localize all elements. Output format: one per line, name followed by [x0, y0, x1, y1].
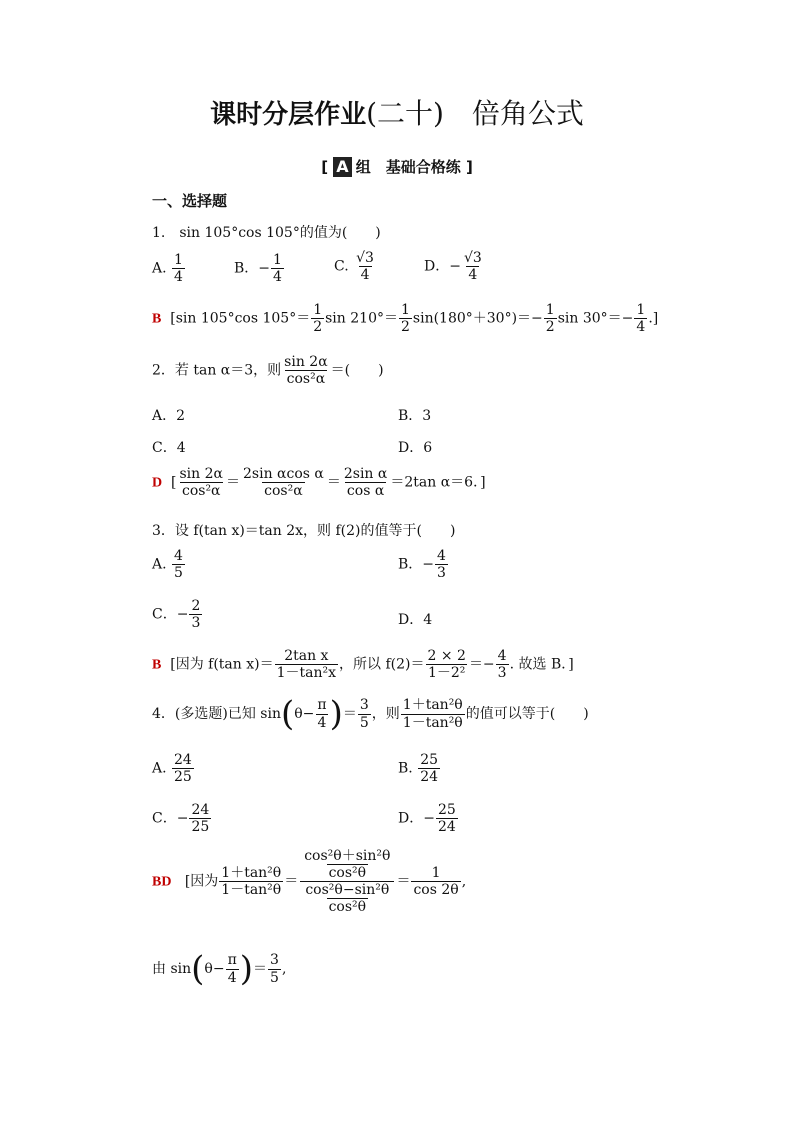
q1-solution: B [sin 105°cos 105°＝ $\frac{1}{2}$ sin 210°＝ $\frac{1}{2}$ sin(180°＋30°)＝− $\frac{1}{2}$ sin 30°＝− $\frac{1}{4}$ .]	[152, 302, 659, 336]
q3-option-d: D．4	[398, 612, 433, 628]
q2-option-b: B．3	[398, 408, 432, 424]
q4-option-c: C．− $\frac{24}{25}$	[152, 802, 210, 836]
q2-option-a: A．2	[152, 408, 186, 424]
q4-answer: BD	[152, 874, 172, 890]
q4-option-a: A. $\frac{24}{25}$	[152, 752, 192, 786]
q2-option-d: D．6	[398, 440, 433, 456]
q1-stem: 1. sin 105°cos 105°的值为( )	[152, 225, 381, 241]
q2-stem: 2．若 tan α＝3，则 $\frac{\sin 2\alpha}{\text{cos²α}}$ ＝( )	[152, 354, 384, 388]
q4-option-b: B. $\frac{25}{24}$	[398, 752, 439, 786]
q3-option-c: C．− $\frac{2}{3}$	[152, 598, 201, 632]
q1-option-a: A. $\frac{1}{4}$	[152, 252, 183, 286]
q3-solution: B [因为 f(tan x)＝ $\frac{\text{2tan x}}{\text{1－tan²x}}$ ，所以 f(2)＝ $\frac{2 \times 2}{\text{1－2²}}$ ＝− $\frac{4}{3}$ . 故选 B．]	[152, 648, 574, 682]
q2-answer: D	[152, 475, 163, 491]
q1-option-c: C. $\frac{√3}{4}$	[334, 250, 374, 284]
q1-option-b: B．− $\frac{1}{4}$	[234, 252, 282, 286]
q3-answer: B	[152, 657, 162, 673]
q1-option-d: D．− $\frac{√3}{4}$	[424, 250, 482, 284]
group-label: 组 基础合格练	[355, 158, 461, 176]
q2-option-c: C．4	[152, 440, 186, 456]
q4-option-d: D．− $\frac{25}{24}$	[398, 802, 456, 836]
q4-solution-continued: 由 sin(θ− $\frac{\pi}{4}$ )＝ $\frac{3}{5}$ ,	[152, 949, 287, 989]
q2-solution: D [ $\frac{\sin 2\alpha}{\text{cos²α}}$ ＝ $\frac{\text{2sin αcos α}}{\text{cos²α}}$ ＝ $\frac{\text{2sin α}}{\text{cos α}}$ ＝2tan α＝6．]	[152, 466, 486, 500]
group-header: [ A 组 基础合格练 ]	[321, 157, 473, 176]
q3-stem: 3．设 f(tan x)＝tan 2x，则 f(2)的值等于( )	[152, 523, 456, 539]
group-badge: A	[333, 157, 351, 177]
section-heading: 一、选择题	[152, 192, 228, 210]
q3-option-a: A. $\frac{4}{5}$	[152, 548, 183, 582]
q3-option-b: B．− $\frac{4}{3}$	[398, 548, 446, 582]
q4-stem: 4．(多选题)已知 sin(θ− $\frac{\pi}{4}$ )＝ $\frac{3}{5}$ ，则 $\frac{\text{1＋tan²θ}}{\text{1－tan²θ}}$ 的值可以等于( )	[152, 694, 589, 734]
q4-solution: BD [因为 $\frac{\text{1＋tan²θ}}{\text{1－tan²θ}}$ ＝ $\frac{\frac{\text{cos²θ＋sin²θ}}{\text{cos²θ}}}{\frac{\text{cos²θ−sin²θ}}{\text{cos²θ}}}$ ＝ $\frac{1}{\cos 2\theta}$ ,	[152, 848, 467, 916]
title-rest: (二十) 倍角公式	[366, 97, 584, 130]
q1-answer: B	[152, 311, 162, 327]
page-title	[0, 92, 794, 132]
q4-complex-fraction: $\frac{\frac{\text{cos²θ＋sin²θ}}{\text{cos²θ}}}{\frac{\text{cos²θ−sin²θ}}{\text{cos²θ}}}$	[299, 848, 395, 915]
title-bold: 课时分层作业	[210, 100, 367, 130]
